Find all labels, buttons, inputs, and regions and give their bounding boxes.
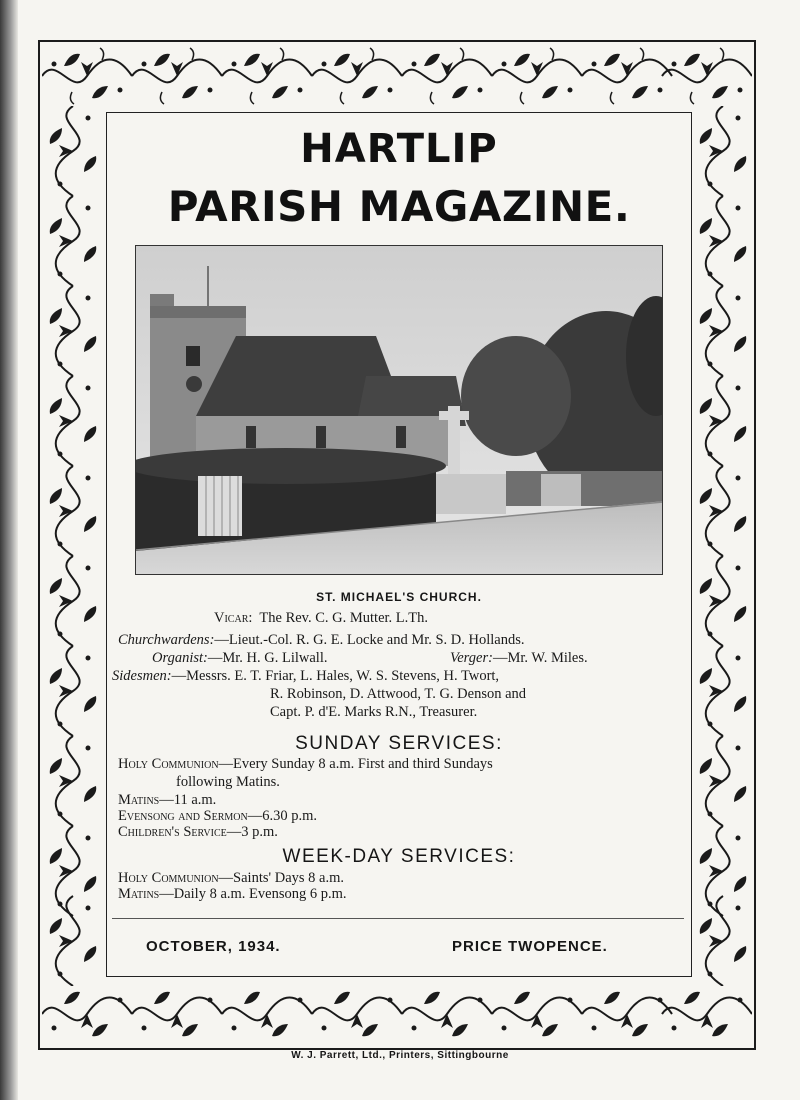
printer-imprint: W. J. Parrett, Ltd., Printers, Sittingbourne xyxy=(291,1050,509,1061)
sidesmen-names-3: Capt. P. d'E. Marks R.N., Treasurer. xyxy=(270,704,478,720)
verger-label: Verger: xyxy=(450,650,493,666)
issue-date: OCTOBER, 1934. xyxy=(146,938,281,955)
weekday-matins-label: Matins xyxy=(118,886,160,902)
organist-label: Organist: xyxy=(152,650,208,666)
organist-line xyxy=(152,650,327,667)
sidesmen-names-1: —Messrs. E. T. Friar, L. Hales, W. S. Stevens, H. Twort, xyxy=(171,668,500,684)
footer-divider xyxy=(112,918,684,919)
magazine-title-line1: HARTLIP xyxy=(300,126,498,172)
sidesmen-names-2: R. Robinson, D. Attwood, T. G. Denson and xyxy=(270,686,527,702)
sunday-evensong-label: Evensong and Sermon xyxy=(118,808,248,824)
vicar-name: The Rev. C. G. Mutter. L.Th. xyxy=(259,610,429,626)
weekday-matins xyxy=(118,886,347,903)
churchwardens-label: Churchwardens: xyxy=(118,632,215,648)
sunday-childrens-time: —3 p.m. xyxy=(226,824,278,840)
organist-name: —Mr. H. G. Lilwall. xyxy=(207,650,328,666)
page-edge-shadow xyxy=(0,0,18,1100)
sunday-evensong-time: —6.30 p.m. xyxy=(247,808,318,824)
weekday-hc-label: Holy Communion xyxy=(118,870,219,886)
weekday-matins-times: —Daily 8 a.m. Evensong 6 p.m. xyxy=(159,886,347,902)
top-ornament-border xyxy=(42,44,752,108)
photo-caption: ST. MICHAEL'S CHURCH. xyxy=(316,590,482,604)
sunday-hc-label: Holy Communion xyxy=(118,756,219,772)
sunday-childrens-service xyxy=(118,824,278,841)
sunday-matins-time: —11 a.m. xyxy=(159,792,217,808)
churchwardens-line xyxy=(118,632,525,649)
weekday-holy-communion xyxy=(118,870,344,887)
sunday-services-heading: SUNDAY SERVICES: xyxy=(295,733,503,754)
sunday-hc-continued: following Matins. xyxy=(176,774,280,790)
sunday-hc-times: —Every Sunday 8 a.m. First and third Sundays xyxy=(218,756,493,772)
issue-price: PRICE TWOPENCE. xyxy=(452,938,608,955)
sidesmen-line1 xyxy=(112,668,499,685)
weekday-services-heading: WEEK-DAY SERVICES: xyxy=(282,846,516,867)
sidesmen-label: Sidesmen: xyxy=(112,668,172,684)
left-ornament-border xyxy=(42,106,104,986)
sunday-childrens-label: Children's Service xyxy=(118,824,227,840)
sunday-matins xyxy=(118,792,216,809)
churchwardens-names: —Lieut.-Col. R. G. E. Locke and Mr. S. D. Hollands. xyxy=(214,632,525,648)
vicar-line xyxy=(214,610,428,627)
sunday-matins-label: Matins xyxy=(118,792,160,808)
sunday-evensong xyxy=(118,808,317,825)
church-photograph xyxy=(135,245,663,575)
verger-line xyxy=(450,650,588,667)
right-ornament-border xyxy=(692,106,754,986)
magazine-title-line2: PARISH MAGAZINE. xyxy=(167,182,631,231)
weekday-hc-times: —Saints' Days 8 a.m. xyxy=(218,870,344,886)
vicar-label: Vicar: xyxy=(214,610,253,626)
sunday-holy-communion xyxy=(118,756,493,773)
verger-name: —Mr. W. Miles. xyxy=(492,650,588,666)
bottom-ornament-border xyxy=(42,984,752,1046)
